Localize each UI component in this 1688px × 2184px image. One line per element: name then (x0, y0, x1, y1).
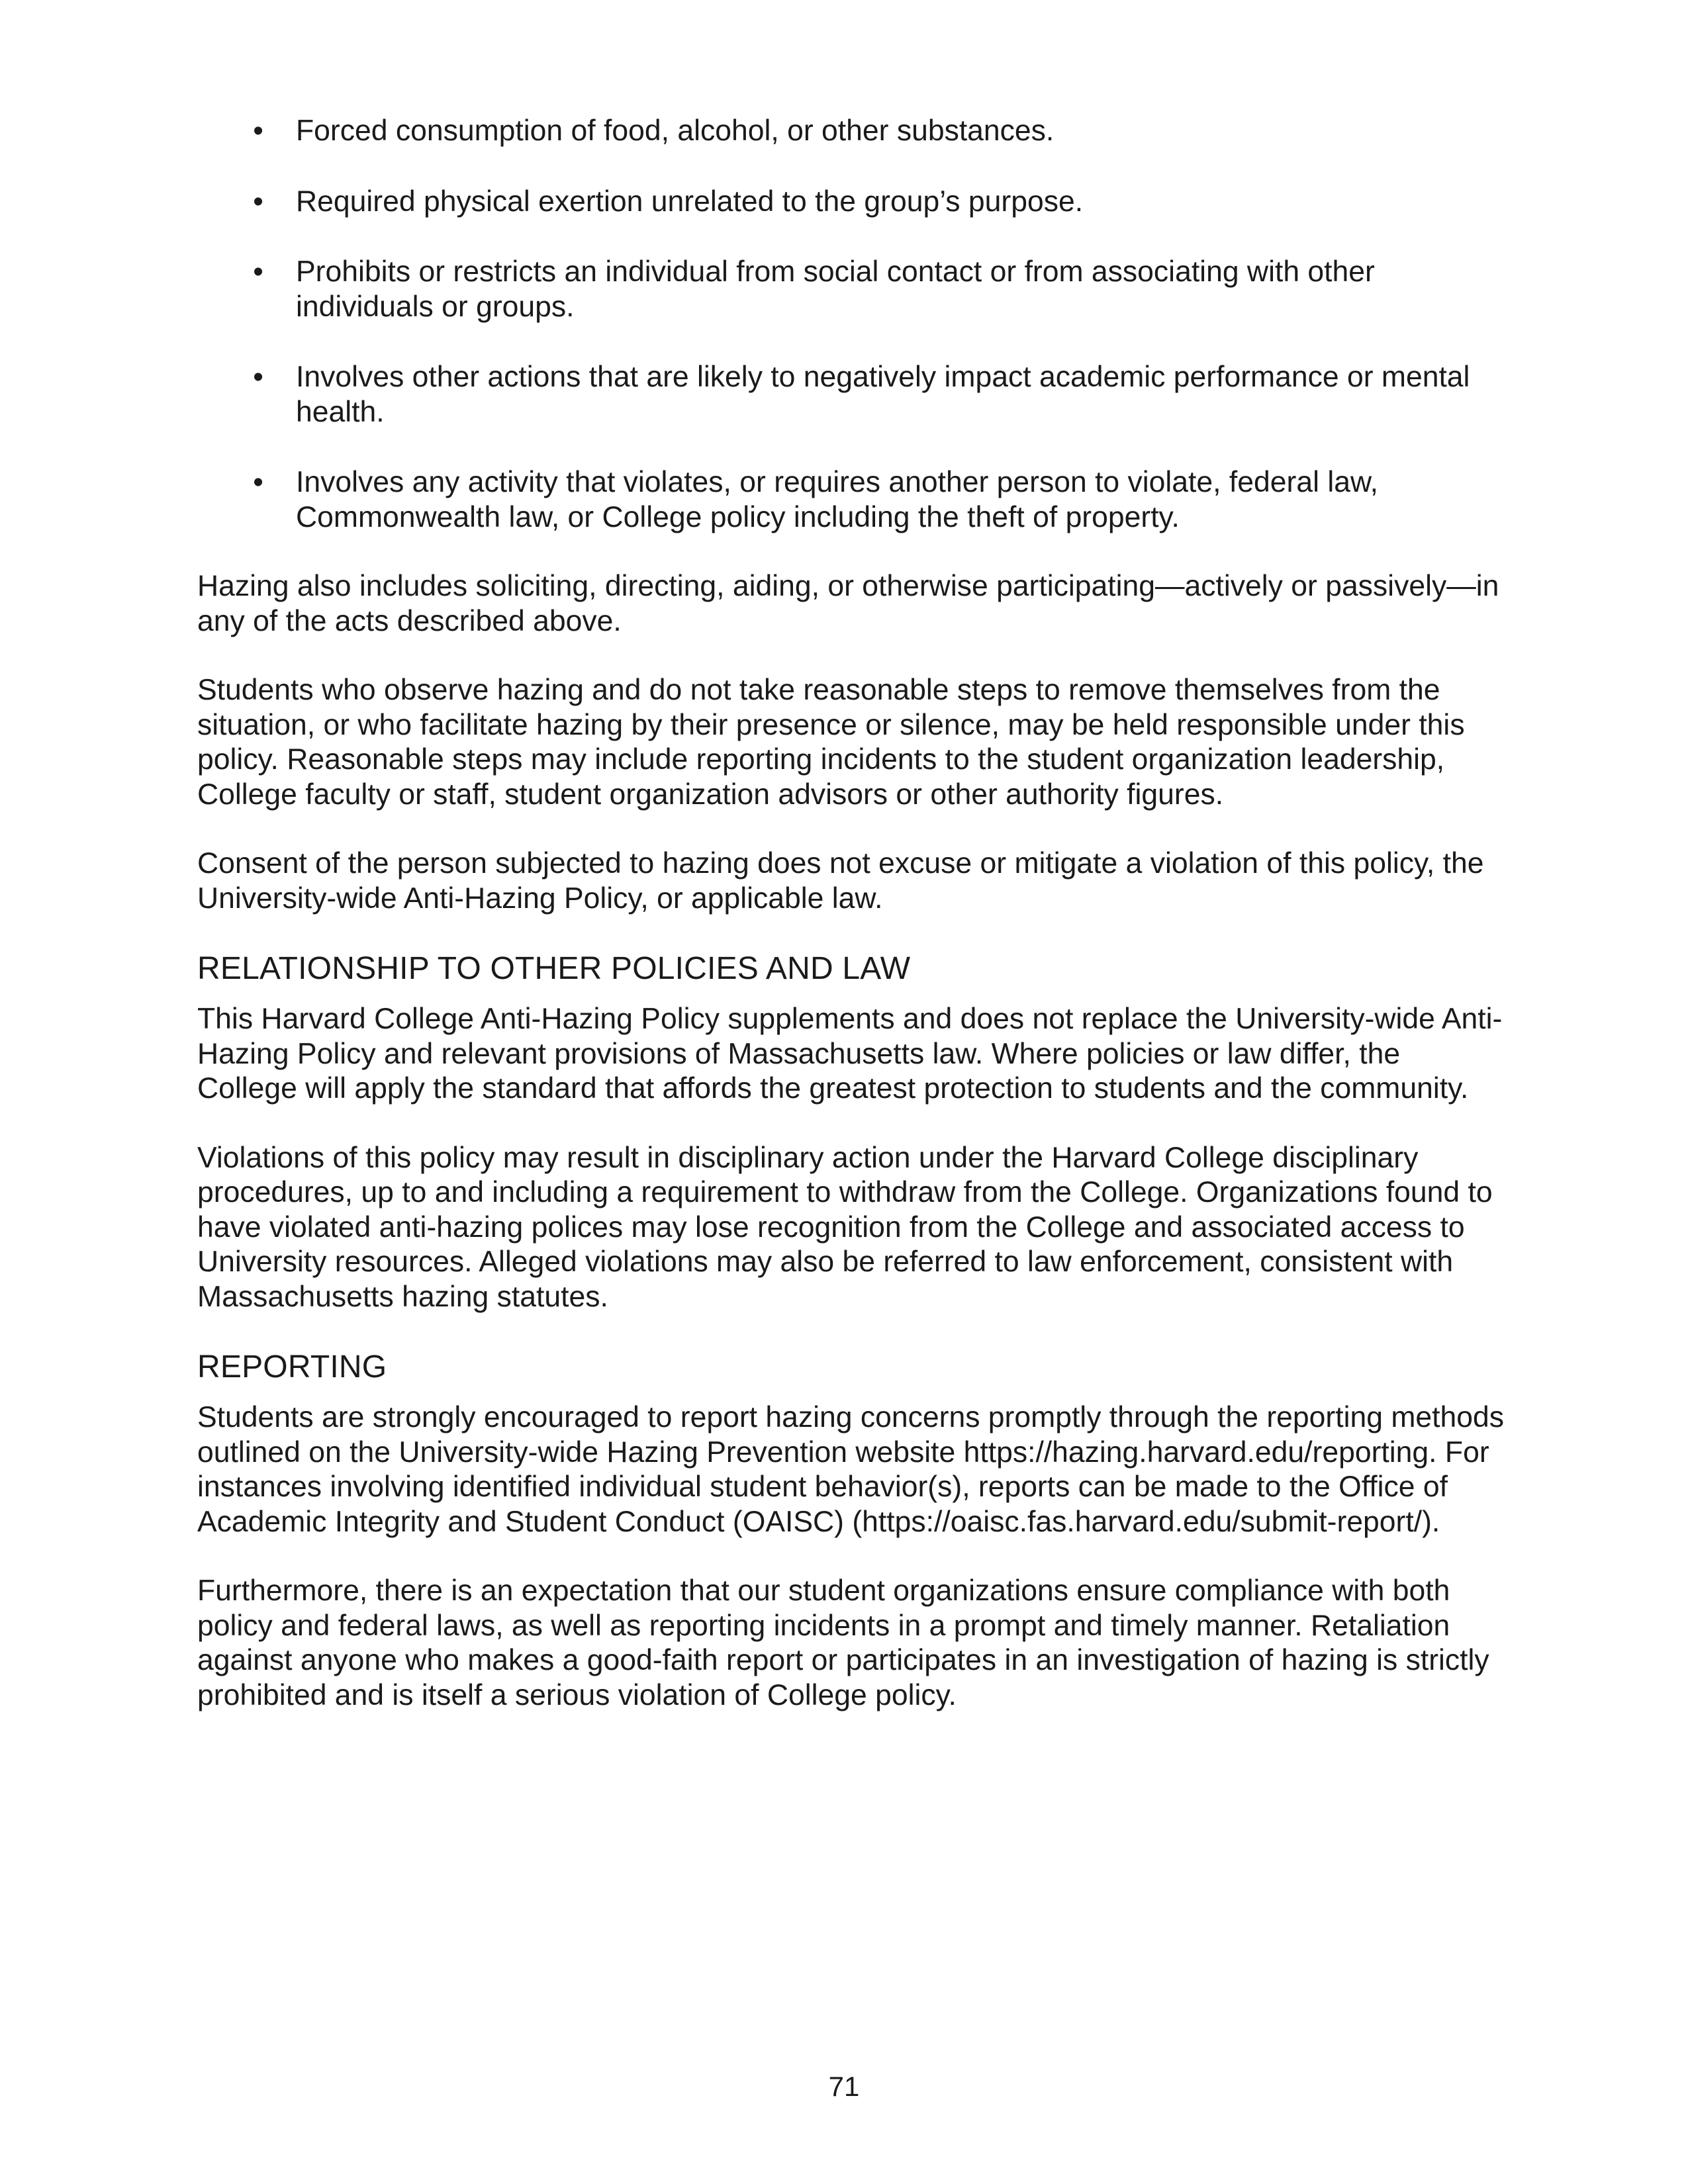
list-item-text: Forced consumption of food, alcohol, or other substances. (296, 114, 1055, 147)
bullet-icon: • (253, 255, 263, 288)
list-item (197, 114, 1508, 149)
bystander-paragraph: Students who observe hazing and do not take reasonable steps to remove themselves from the situation, or who facilitate hazing by their presence or silence, may be held responsible under this policy. Reasonable steps may include reporting incidents to the student organization leadership, College faculty or staff, student organization advisors or other authority figures. (197, 674, 1465, 811)
relationship-section-heading: RELATIONSHIP TO OTHER POLICIES AND LAW (197, 951, 911, 986)
reporting-section-heading: REPORTING (197, 1349, 387, 1385)
list-item (197, 360, 1508, 430)
list-item (197, 255, 1508, 324)
violations-paragraph: Violations of this policy may result in disciplinary action under the Harvard College disciplinary procedures, up to and including a requirement to withdraw from the College. Organizations found to have violated anti-hazing polices may lose recognition from the College and associated access to University resources. Alleged violations may also be referred to law enforcement, consistent with Massachusetts hazing statutes. (197, 1141, 1493, 1313)
reporting-paragraph: Students are strongly encouraged to report hazing concerns promptly through the reporting methods outlined on the University-wide Hazing Prevention website https://hazing.harvard.edu/reporting. For instances involving identified individual student behavior(s), reports can be made to the Office of Academic Integrity and Student Conduct (OAISC) (https://oaisc.fas.harvard.edu/submit-report/). (197, 1401, 1504, 1538)
page-content (197, 114, 1508, 1747)
bullet-icon: • (253, 185, 263, 218)
bullet-icon: • (253, 114, 263, 147)
list-item-text: Involves any activity that violates, or requires another person to violate, federal law, Commonwealth law, or College policy including the theft of property. (296, 466, 1379, 533)
bullet-icon: • (253, 361, 263, 393)
expectation-paragraph: Furthermore, there is an expectation that our student organizations ensure compliance with both policy and federal laws, as well as reporting incidents in a prompt and timely manner. Retaliation against anyone who makes a good-faith report or participates in an investigation of hazing is strictly prohibited and is itself a serious violation of College policy. (197, 1574, 1489, 1711)
hazing-examples-list (197, 114, 1508, 535)
bullet-icon: • (253, 466, 263, 498)
list-item-text: Involves other actions that are likely to negatively impact academic performance or mental health. (296, 361, 1470, 428)
list-item-text: Prohibits or restricts an individual from social contact or from associating with other individuals or groups. (296, 255, 1375, 323)
relationship-paragraph: This Harvard College Anti-Hazing Policy supplements and does not replace the University-wide Anti-Hazing Policy and relevant provisions of Massachusetts law. Where policies or law differ, the College will apply the standard that affords the greatest protection to students and the community. (197, 1003, 1503, 1105)
consent-paragraph: Consent of the person subjected to hazing does not excuse or mitigate a violation of this policy, the University-wide Anti-Hazing Policy, or applicable law. (197, 847, 1484, 915)
list-item-text: Required physical exertion unrelated to the group’s purpose. (296, 185, 1084, 218)
list-item (197, 185, 1508, 220)
list-item (197, 465, 1508, 535)
page-number: 71 (828, 2071, 860, 2102)
hazing-participation-paragraph: Hazing also includes soliciting, directing, aiding, or otherwise participating—actively or passively—in any of the acts described above. (197, 570, 1499, 637)
